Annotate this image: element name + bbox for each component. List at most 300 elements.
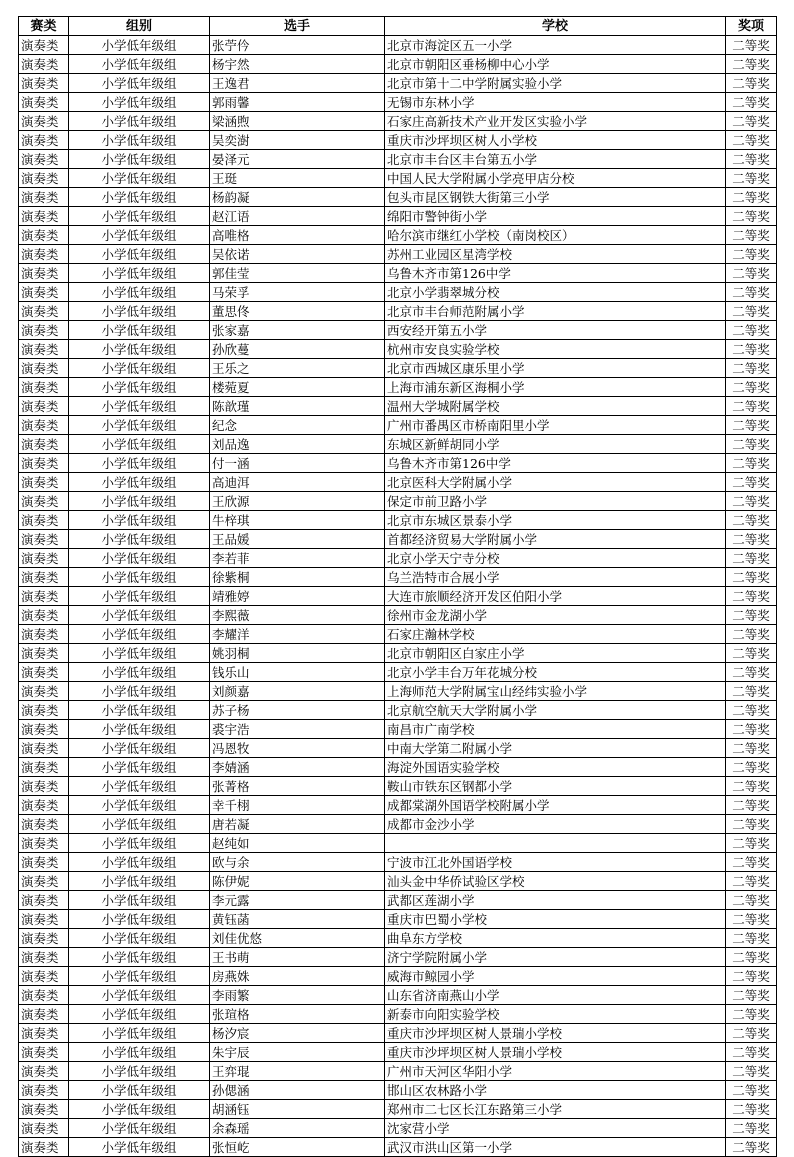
cell-award: 二等奖	[726, 93, 777, 112]
table-row	[19, 359, 777, 378]
cell-type: 演奏类	[19, 967, 69, 986]
cell-school: 北京医科大学附属小学	[385, 473, 726, 492]
cell-group: 小学低年级组	[69, 720, 210, 739]
table-row	[19, 1138, 777, 1157]
cell-group: 小学低年级组	[69, 644, 210, 663]
cell-group: 小学低年级组	[69, 777, 210, 796]
table-row	[19, 55, 777, 74]
cell-type: 演奏类	[19, 663, 69, 682]
cell-type: 演奏类	[19, 910, 69, 929]
cell-school: 杭州市安良实验学校	[385, 340, 726, 359]
table-row	[19, 1119, 777, 1138]
table-row	[19, 929, 777, 948]
cell-award: 二等奖	[726, 492, 777, 511]
cell-player: 李熙薇	[210, 606, 385, 625]
cell-group: 小学低年级组	[69, 1119, 210, 1138]
cell-type: 演奏类	[19, 283, 69, 302]
cell-school: 北京小学天宁寺分校	[385, 549, 726, 568]
cell-type: 演奏类	[19, 834, 69, 853]
cell-group: 小学低年级组	[69, 283, 210, 302]
table-row	[19, 777, 777, 796]
cell-group: 小学低年级组	[69, 1062, 210, 1081]
cell-player: 裘宇浩	[210, 720, 385, 739]
cell-player: 孙欣蔓	[210, 340, 385, 359]
cell-school: 广州市番禺区市桥南阳里小学	[385, 416, 726, 435]
table-row	[19, 549, 777, 568]
cell-group: 小学低年级组	[69, 682, 210, 701]
table-row	[19, 796, 777, 815]
cell-group: 小学低年级组	[69, 264, 210, 283]
cell-player: 胡涵钰	[210, 1100, 385, 1119]
cell-player: 刘品逸	[210, 435, 385, 454]
cell-type: 演奏类	[19, 1005, 69, 1024]
table-row	[19, 568, 777, 587]
cell-school	[385, 834, 726, 853]
cell-school: 沈家营小学	[385, 1119, 726, 1138]
cell-school: 邯山区农林路小学	[385, 1081, 726, 1100]
cell-type: 演奏类	[19, 492, 69, 511]
cell-award: 二等奖	[726, 397, 777, 416]
cell-type: 演奏类	[19, 378, 69, 397]
cell-award: 二等奖	[726, 948, 777, 967]
cell-school: 武都区莲湖小学	[385, 891, 726, 910]
cell-type: 演奏类	[19, 1062, 69, 1081]
cell-award: 二等奖	[726, 207, 777, 226]
cell-school: 宁波市江北外国语学校	[385, 853, 726, 872]
table-row	[19, 853, 777, 872]
cell-player: 房燕姝	[210, 967, 385, 986]
cell-school: 北京市第十二中学附属实验小学	[385, 74, 726, 93]
table-row	[19, 815, 777, 834]
cell-group: 小学低年级组	[69, 112, 210, 131]
cell-type: 演奏类	[19, 777, 69, 796]
table-row	[19, 378, 777, 397]
cell-award: 二等奖	[726, 264, 777, 283]
cell-player: 王乐之	[210, 359, 385, 378]
cell-type: 演奏类	[19, 207, 69, 226]
cell-school: 威海市鲸园小学	[385, 967, 726, 986]
cell-player: 杨汐宸	[210, 1024, 385, 1043]
cell-school: 首都经济贸易大学附属小学	[385, 530, 726, 549]
table-row	[19, 720, 777, 739]
cell-school: 包头市昆区钢铁大街第三小学	[385, 188, 726, 207]
cell-group: 小学低年级组	[69, 207, 210, 226]
cell-school: 温州大学城附属学校	[385, 397, 726, 416]
cell-player: 付一涵	[210, 454, 385, 473]
cell-player: 王欣源	[210, 492, 385, 511]
cell-award: 二等奖	[726, 1100, 777, 1119]
cell-school: 重庆市沙坪坝区树人小学校	[385, 131, 726, 150]
cell-type: 演奏类	[19, 1138, 69, 1157]
cell-group: 小学低年级组	[69, 530, 210, 549]
cell-group: 小学低年级组	[69, 321, 210, 340]
cell-type: 演奏类	[19, 397, 69, 416]
cell-group: 小学低年级组	[69, 454, 210, 473]
table-row	[19, 834, 777, 853]
cell-school: 石家庄瀚林学校	[385, 625, 726, 644]
cell-school: 无锡市东林小学	[385, 93, 726, 112]
cell-school: 乌兰浩特市合展小学	[385, 568, 726, 587]
cell-school: 北京市西城区康乐里小学	[385, 359, 726, 378]
table-body	[19, 36, 777, 1157]
cell-school: 鞍山市铁东区钢都小学	[385, 777, 726, 796]
cell-school: 北京市朝阳区白家庄小学	[385, 644, 726, 663]
cell-school: 汕头金中华侨试验区学校	[385, 872, 726, 891]
cell-type: 演奏类	[19, 853, 69, 872]
cell-award: 二等奖	[726, 872, 777, 891]
cell-type: 演奏类	[19, 245, 69, 264]
cell-player: 王书萌	[210, 948, 385, 967]
table-row	[19, 910, 777, 929]
header-player: 选手	[210, 17, 385, 36]
cell-award: 二等奖	[726, 1043, 777, 1062]
cell-player: 郭雨馨	[210, 93, 385, 112]
cell-type: 演奏类	[19, 929, 69, 948]
cell-type: 演奏类	[19, 169, 69, 188]
cell-player: 牛梓琪	[210, 511, 385, 530]
cell-school: 苏州工业园区星湾学校	[385, 245, 726, 264]
cell-group: 小学低年级组	[69, 302, 210, 321]
table-row	[19, 321, 777, 340]
cell-type: 演奏类	[19, 891, 69, 910]
cell-player: 幸千栩	[210, 796, 385, 815]
cell-award: 二等奖	[726, 188, 777, 207]
table-row	[19, 454, 777, 473]
table-row	[19, 93, 777, 112]
cell-player: 王品媛	[210, 530, 385, 549]
cell-school: 东城区新鲜胡同小学	[385, 435, 726, 454]
cell-player: 姚羽桐	[210, 644, 385, 663]
cell-player: 马荣孚	[210, 283, 385, 302]
table-row	[19, 492, 777, 511]
cell-school: 山东省济南燕山小学	[385, 986, 726, 1005]
cell-type: 演奏类	[19, 264, 69, 283]
cell-player: 张苧仱	[210, 36, 385, 55]
cell-award: 二等奖	[726, 891, 777, 910]
cell-type: 演奏类	[19, 340, 69, 359]
cell-player: 赵纯如	[210, 834, 385, 853]
table-row	[19, 397, 777, 416]
cell-award: 二等奖	[726, 1062, 777, 1081]
cell-player: 刘佳优悠	[210, 929, 385, 948]
cell-award: 二等奖	[726, 758, 777, 777]
cell-player: 王珽	[210, 169, 385, 188]
cell-type: 演奏类	[19, 226, 69, 245]
cell-school: 北京市丰台区丰台第五小学	[385, 150, 726, 169]
table-row	[19, 1062, 777, 1081]
table-row	[19, 1024, 777, 1043]
table-row	[19, 891, 777, 910]
cell-group: 小学低年级组	[69, 872, 210, 891]
cell-type: 演奏类	[19, 1081, 69, 1100]
cell-player: 张菁格	[210, 777, 385, 796]
cell-type: 演奏类	[19, 720, 69, 739]
cell-school: 新泰市向阳实验学校	[385, 1005, 726, 1024]
table-row	[19, 473, 777, 492]
cell-award: 二等奖	[726, 1138, 777, 1157]
cell-group: 小学低年级组	[69, 587, 210, 606]
cell-player: 张恒屹	[210, 1138, 385, 1157]
cell-player: 余森瑶	[210, 1119, 385, 1138]
cell-player: 张瑄格	[210, 1005, 385, 1024]
cell-group: 小学低年级组	[69, 1081, 210, 1100]
cell-player: 董思佟	[210, 302, 385, 321]
cell-award: 二等奖	[726, 568, 777, 587]
cell-type: 演奏类	[19, 1043, 69, 1062]
cell-award: 二等奖	[726, 777, 777, 796]
cell-player: 吴奕澍	[210, 131, 385, 150]
cell-award: 二等奖	[726, 663, 777, 682]
cell-award: 二等奖	[726, 321, 777, 340]
cell-school: 西安经开第五小学	[385, 321, 726, 340]
table-row	[19, 625, 777, 644]
cell-school: 保定市前卫路小学	[385, 492, 726, 511]
cell-type: 演奏类	[19, 682, 69, 701]
cell-school: 石家庄高新技术产业开发区实验小学	[385, 112, 726, 131]
cell-group: 小学低年级组	[69, 36, 210, 55]
cell-group: 小学低年级组	[69, 397, 210, 416]
cell-type: 演奏类	[19, 454, 69, 473]
cell-group: 小学低年级组	[69, 473, 210, 492]
cell-group: 小学低年级组	[69, 226, 210, 245]
table-row	[19, 435, 777, 454]
cell-group: 小学低年级组	[69, 1024, 210, 1043]
cell-school: 中南大学第二附属小学	[385, 739, 726, 758]
table-row	[19, 644, 777, 663]
cell-group: 小学低年级组	[69, 378, 210, 397]
table-row	[19, 131, 777, 150]
cell-player: 陈伊妮	[210, 872, 385, 891]
cell-group: 小学低年级组	[69, 986, 210, 1005]
cell-type: 演奏类	[19, 36, 69, 55]
cell-school: 济宁学院附属小学	[385, 948, 726, 967]
cell-type: 演奏类	[19, 701, 69, 720]
table-row	[19, 36, 777, 55]
cell-school: 曲阜东方学校	[385, 929, 726, 948]
cell-award: 二等奖	[726, 245, 777, 264]
cell-award: 二等奖	[726, 454, 777, 473]
cell-player: 李元露	[210, 891, 385, 910]
cell-award: 二等奖	[726, 226, 777, 245]
cell-award: 二等奖	[726, 435, 777, 454]
table-row	[19, 663, 777, 682]
cell-player: 李耀洋	[210, 625, 385, 644]
cell-type: 演奏类	[19, 55, 69, 74]
cell-group: 小学低年级组	[69, 416, 210, 435]
cell-player: 李若菲	[210, 549, 385, 568]
cell-school: 北京市丰台师范附属小学	[385, 302, 726, 321]
table-row	[19, 283, 777, 302]
cell-group: 小学低年级组	[69, 701, 210, 720]
cell-type: 演奏类	[19, 511, 69, 530]
cell-school: 武汉市洪山区第一小学	[385, 1138, 726, 1157]
cell-award: 二等奖	[726, 739, 777, 758]
cell-group: 小学低年级组	[69, 150, 210, 169]
table-row	[19, 739, 777, 758]
cell-type: 演奏类	[19, 416, 69, 435]
cell-player: 高唯格	[210, 226, 385, 245]
cell-type: 演奏类	[19, 872, 69, 891]
table-row	[19, 74, 777, 93]
table-row	[19, 948, 777, 967]
cell-group: 小学低年级组	[69, 568, 210, 587]
cell-player: 杨韵凝	[210, 188, 385, 207]
table-row	[19, 207, 777, 226]
cell-type: 演奏类	[19, 625, 69, 644]
cell-group: 小学低年级组	[69, 929, 210, 948]
cell-group: 小学低年级组	[69, 188, 210, 207]
cell-player: 杨宇然	[210, 55, 385, 74]
cell-award: 二等奖	[726, 625, 777, 644]
table-row	[19, 264, 777, 283]
cell-group: 小学低年级组	[69, 74, 210, 93]
cell-type: 演奏类	[19, 1024, 69, 1043]
cell-group: 小学低年级组	[69, 948, 210, 967]
table-row	[19, 416, 777, 435]
cell-school: 成都市金沙小学	[385, 815, 726, 834]
cell-player: 苏子杨	[210, 701, 385, 720]
cell-group: 小学低年级组	[69, 891, 210, 910]
cell-school: 成都棠湖外国语学校附属小学	[385, 796, 726, 815]
cell-type: 演奏类	[19, 321, 69, 340]
cell-school: 重庆市沙坪坝区树人景瑞小学校	[385, 1024, 726, 1043]
cell-school: 北京市海淀区五一小学	[385, 36, 726, 55]
cell-player: 冯恩牧	[210, 739, 385, 758]
cell-type: 演奏类	[19, 549, 69, 568]
cell-group: 小学低年级组	[69, 169, 210, 188]
cell-player: 陈歆瑾	[210, 397, 385, 416]
cell-school: 绵阳市警钟街小学	[385, 207, 726, 226]
cell-award: 二等奖	[726, 986, 777, 1005]
cell-group: 小学低年级组	[69, 967, 210, 986]
cell-award: 二等奖	[726, 682, 777, 701]
cell-player: 晏泽元	[210, 150, 385, 169]
cell-award: 二等奖	[726, 796, 777, 815]
table-row	[19, 1100, 777, 1119]
cell-type: 演奏类	[19, 359, 69, 378]
cell-award: 二等奖	[726, 720, 777, 739]
table-row	[19, 112, 777, 131]
cell-award: 二等奖	[726, 473, 777, 492]
cell-school: 南昌市广南学校	[385, 720, 726, 739]
cell-group: 小学低年级组	[69, 93, 210, 112]
cell-player: 李雨繁	[210, 986, 385, 1005]
cell-type: 演奏类	[19, 112, 69, 131]
cell-award: 二等奖	[726, 340, 777, 359]
header-group: 组别	[69, 17, 210, 36]
table-row	[19, 188, 777, 207]
cell-award: 二等奖	[726, 283, 777, 302]
cell-group: 小学低年级组	[69, 834, 210, 853]
cell-type: 演奏类	[19, 530, 69, 549]
cell-award: 二等奖	[726, 511, 777, 530]
cell-award: 二等奖	[726, 815, 777, 834]
cell-group: 小学低年级组	[69, 796, 210, 815]
cell-player: 楼菀夏	[210, 378, 385, 397]
cell-group: 小学低年级组	[69, 815, 210, 834]
cell-player: 纪念	[210, 416, 385, 435]
cell-type: 演奏类	[19, 644, 69, 663]
cell-type: 演奏类	[19, 986, 69, 1005]
cell-group: 小学低年级组	[69, 511, 210, 530]
cell-player: 黄钰菡	[210, 910, 385, 929]
table-row	[19, 511, 777, 530]
cell-award: 二等奖	[726, 131, 777, 150]
cell-award: 二等奖	[726, 644, 777, 663]
cell-type: 演奏类	[19, 739, 69, 758]
cell-type: 演奏类	[19, 568, 69, 587]
cell-player: 郭佳莹	[210, 264, 385, 283]
cell-award: 二等奖	[726, 606, 777, 625]
cell-group: 小学低年级组	[69, 1138, 210, 1157]
cell-group: 小学低年级组	[69, 758, 210, 777]
cell-award: 二等奖	[726, 1024, 777, 1043]
table-row	[19, 226, 777, 245]
table-row	[19, 701, 777, 720]
cell-school: 哈尔滨市继红小学校（南岗校区）	[385, 226, 726, 245]
cell-player: 李婧涵	[210, 758, 385, 777]
cell-award: 二等奖	[726, 701, 777, 720]
table-row	[19, 587, 777, 606]
cell-school: 广州市天河区华阳小学	[385, 1062, 726, 1081]
table-row	[19, 1043, 777, 1062]
cell-award: 二等奖	[726, 1005, 777, 1024]
cell-school: 北京航空航天大学附属小学	[385, 701, 726, 720]
cell-school: 北京小学翡翠城分校	[385, 283, 726, 302]
cell-player: 梁涵煦	[210, 112, 385, 131]
cell-group: 小学低年级组	[69, 131, 210, 150]
cell-school: 乌鲁木齐市第126中学	[385, 454, 726, 473]
cell-type: 演奏类	[19, 815, 69, 834]
cell-award: 二等奖	[726, 378, 777, 397]
cell-group: 小学低年级组	[69, 492, 210, 511]
cell-player: 赵江语	[210, 207, 385, 226]
cell-group: 小学低年级组	[69, 549, 210, 568]
cell-award: 二等奖	[726, 834, 777, 853]
table-row	[19, 169, 777, 188]
cell-player: 刘颜嘉	[210, 682, 385, 701]
table-row	[19, 872, 777, 891]
cell-group: 小学低年级组	[69, 55, 210, 74]
cell-school: 郑州市二七区长江东路第三小学	[385, 1100, 726, 1119]
table-row	[19, 682, 777, 701]
cell-group: 小学低年级组	[69, 910, 210, 929]
table-row	[19, 606, 777, 625]
cell-school: 中国人民大学附属小学亮甲店分校	[385, 169, 726, 188]
cell-award: 二等奖	[726, 587, 777, 606]
cell-player: 欧与余	[210, 853, 385, 872]
cell-type: 演奏类	[19, 606, 69, 625]
cell-player: 孙偲涵	[210, 1081, 385, 1100]
cell-player: 高迪洱	[210, 473, 385, 492]
cell-type: 演奏类	[19, 435, 69, 454]
header-award: 奖项	[726, 17, 777, 36]
table-row	[19, 302, 777, 321]
cell-award: 二等奖	[726, 169, 777, 188]
cell-school: 北京小学丰台万年花城分校	[385, 663, 726, 682]
cell-group: 小学低年级组	[69, 739, 210, 758]
cell-group: 小学低年级组	[69, 606, 210, 625]
cell-type: 演奏类	[19, 74, 69, 93]
cell-award: 二等奖	[726, 1081, 777, 1100]
cell-player: 王逸君	[210, 74, 385, 93]
cell-type: 演奏类	[19, 188, 69, 207]
cell-player: 张家嘉	[210, 321, 385, 340]
cell-group: 小学低年级组	[69, 340, 210, 359]
cell-award: 二等奖	[726, 910, 777, 929]
table-row	[19, 986, 777, 1005]
cell-group: 小学低年级组	[69, 1043, 210, 1062]
